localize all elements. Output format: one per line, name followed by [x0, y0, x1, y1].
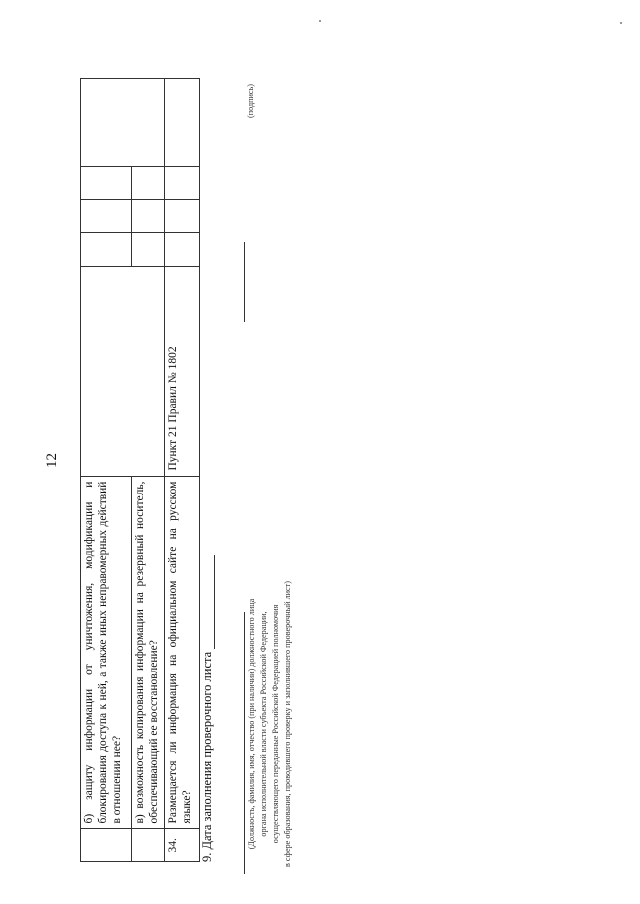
note-cell — [81, 79, 165, 167]
fill-date-label: 9. Дата заполнения проверочного листа — [200, 651, 214, 862]
answer-na-cell — [165, 166, 200, 199]
official-signature-line — [244, 612, 245, 874]
note-cell — [165, 79, 200, 167]
scan-speck — [620, 22, 622, 24]
official-caption-line: органа исполнительной власти субъекта Российской Федерации, — [258, 611, 268, 837]
row-number — [132, 829, 165, 862]
answer-yes-cell — [165, 233, 200, 266]
table-row — [165, 79, 200, 862]
answer-na-cell — [81, 166, 132, 199]
signature-line — [244, 242, 245, 322]
answer-no-cell — [165, 200, 200, 233]
page-number: 12 — [44, 453, 60, 468]
checklist-table — [80, 78, 200, 862]
reference-cell: Пункт 21 Правил № 1802 — [165, 266, 200, 476]
answer-no-cell — [132, 200, 165, 233]
question-cell: в) возможность копирования информации на резервный носитель, обеспечивающий ее восстановление? — [132, 476, 165, 829]
answer-na-cell — [132, 166, 165, 199]
answer-yes-cell — [132, 233, 165, 266]
question-cell: б) защиту информации от уничтожения, модификации и блокирования доступа к ней, а также иных неправомерных действий в отношении нее? — [81, 476, 132, 829]
reference-cell — [81, 266, 165, 476]
official-caption — [246, 574, 294, 874]
answer-no-cell — [81, 200, 132, 233]
scan-speck — [319, 20, 321, 22]
fill-date-blank — [202, 555, 215, 649]
official-caption-line: (Должность, фамилия, имя, отчество (при наличии) должностного лица — [247, 598, 256, 850]
official-caption-line: в сфере образования, проводившего проверку и заполнившего проверочный лист) — [282, 581, 292, 867]
row-number — [81, 829, 132, 862]
question-cell: Размещается ли информация на официальном сайте на русском языке? — [165, 476, 200, 829]
answer-yes-cell — [81, 233, 132, 266]
row-number: 34. — [165, 829, 200, 862]
table-row — [81, 79, 132, 862]
official-caption-line: осуществляющего переданные Российской Федерацией полномочия — [270, 604, 280, 844]
fill-date-line — [200, 555, 215, 862]
signature-caption: (подпись) — [246, 84, 255, 118]
